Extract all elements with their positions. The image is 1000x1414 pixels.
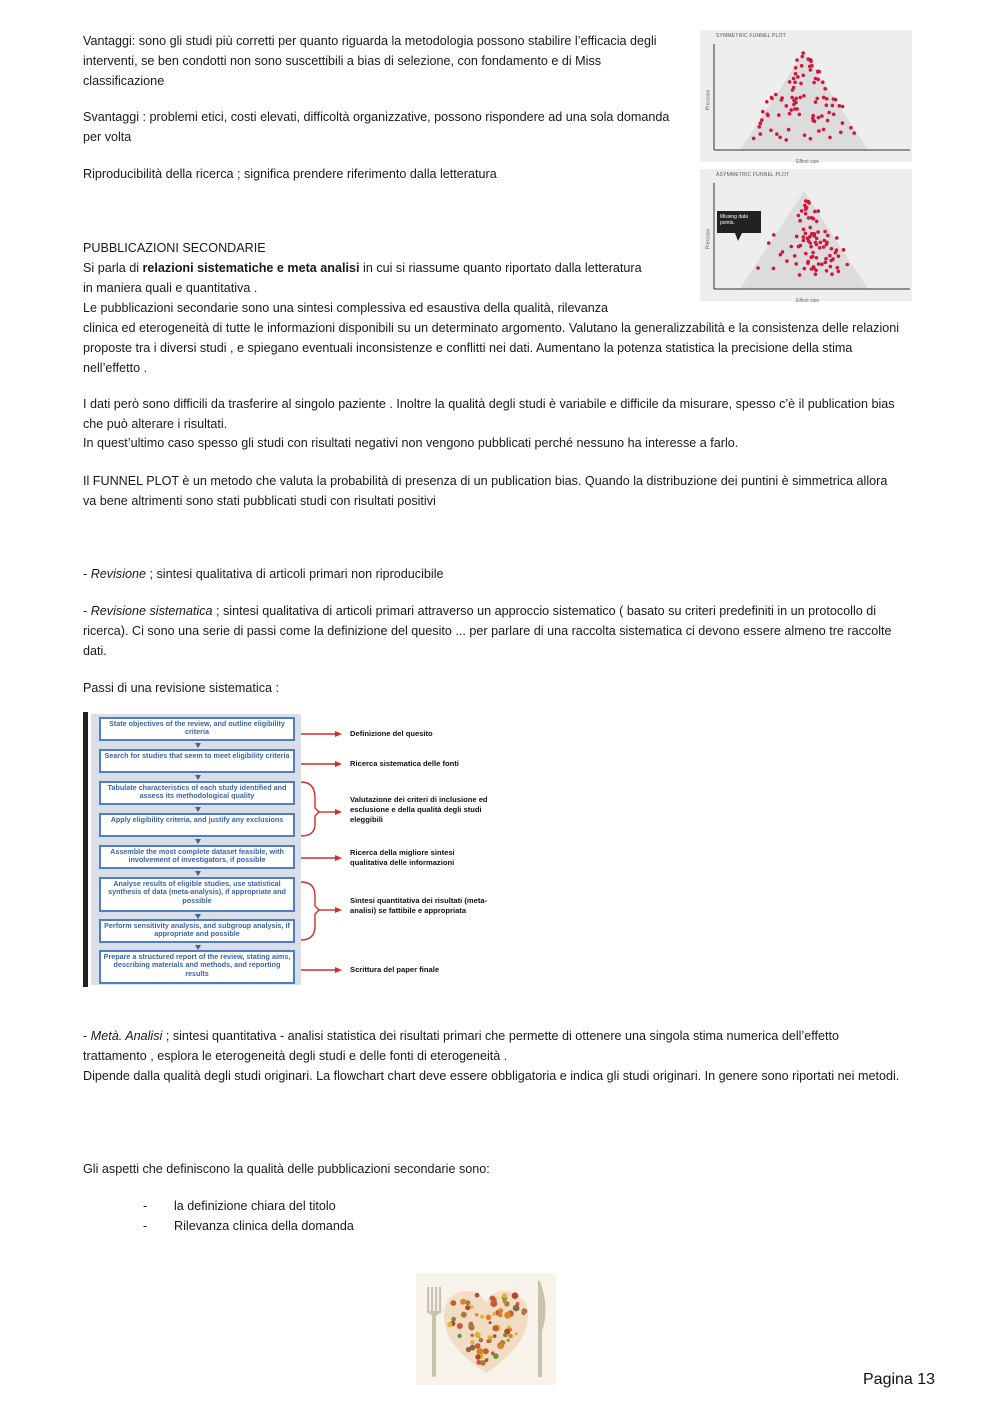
- funnel-dot: [842, 248, 846, 252]
- list-bullet: -: [143, 1199, 148, 1213]
- funnel-dot: [794, 66, 798, 70]
- funnel-dot: [784, 138, 788, 142]
- food-item: [479, 1338, 484, 1343]
- funnel-dot: [817, 209, 821, 213]
- funnel-dot: [815, 256, 819, 260]
- funnel-dot: [814, 272, 818, 276]
- aspetti-heading: Gli aspetti che definiscono la qualità delle pubblicazioni secondarie sono:: [83, 1162, 490, 1176]
- funnel-dot: [793, 81, 797, 85]
- funnel-dot: [792, 77, 796, 81]
- funnel-dot: [809, 245, 813, 249]
- revisione-paragraph: - Revisione ; sintesi qualitativa di articoli primari non riproducibile: [83, 567, 444, 581]
- funnel-dot: [778, 136, 782, 140]
- funnel-dot: [799, 96, 803, 100]
- funnel-dot: [804, 252, 808, 256]
- funnel-title: ASYMMETRIC FUNNEL PLOT: [716, 172, 790, 178]
- food-item: [457, 1334, 461, 1338]
- funnel-dot: [803, 133, 807, 137]
- funnel-dot: [824, 257, 828, 261]
- funnel-dot: [825, 103, 829, 107]
- funnel-dot: [767, 241, 771, 245]
- funnel-dot: [800, 55, 804, 59]
- funnel-dot: [802, 239, 806, 243]
- secondarie-intro: [83, 258, 643, 298]
- food-item: [457, 1323, 463, 1329]
- funnel-dot: [780, 98, 784, 102]
- funnel-dot: [820, 114, 824, 118]
- food-item: [498, 1313, 502, 1317]
- food-heart-logo: [416, 1273, 556, 1385]
- funnel-dot: [823, 87, 827, 91]
- funnel-dot: [841, 121, 845, 125]
- funnel-dot: [837, 254, 841, 258]
- food-item: [469, 1322, 474, 1327]
- funnel-dot: [785, 104, 789, 108]
- funnel-dot: [806, 260, 810, 264]
- food-item: [513, 1305, 520, 1312]
- flow-step-1: State objectives of the review, and outline eligibility criteria: [99, 717, 295, 741]
- food-item: [480, 1315, 484, 1319]
- funnel-dot: [824, 261, 828, 265]
- arrow-head-icon: [335, 907, 342, 913]
- flow-note-3: Valutazione dei criteri di inclusione ed esclusione e della qualità degli studi eleggibili: [350, 795, 488, 824]
- asymmetric-funnel-plot: [700, 169, 912, 304]
- food-item: [497, 1342, 504, 1349]
- arrow-head-icon: [335, 809, 342, 815]
- funnel-dot: [831, 104, 835, 108]
- funnel-dot: [820, 263, 824, 267]
- bracket-2: [301, 882, 319, 940]
- funnel-dot: [819, 241, 823, 245]
- list-bullet: -: [143, 1219, 148, 1233]
- funnel-dot: [800, 64, 804, 68]
- funnel-dot: [769, 129, 773, 133]
- funnel-dot: [804, 199, 808, 203]
- systematic-review-flowchart: [83, 712, 488, 987]
- food-item: [475, 1313, 478, 1316]
- funnel-xlabel: Effect size: [796, 298, 819, 304]
- food-item: [466, 1347, 471, 1352]
- secondarie-heading: PUBBLICAZIONI SECONDARIE: [83, 241, 266, 255]
- flow-step-4: Apply eligibility criteria, and justify any exclusions: [99, 813, 295, 837]
- funnel-dot: [841, 105, 845, 109]
- funnel-dot: [807, 216, 811, 220]
- meta-paragraph-2: Dipende dalla qualità degli studi originari. La flowchart chart deve essere obbligatoria e indica gli studi originari. In genere sono riportati nei metodi.: [83, 1069, 900, 1083]
- food-item: [515, 1332, 518, 1335]
- food-item: [470, 1334, 473, 1337]
- funnel-dot: [830, 247, 834, 251]
- meta-paragraph: - Metà. Analisi ; sintesi quantitativa - analisi statistica dei risultati primari che permette di ottenere una singola stima numerica dell’effetto trattamento , esplora le eterogeneità degli studi e delle fonti di eterogeneità .: [83, 1029, 840, 1063]
- food-item: [498, 1308, 503, 1313]
- funnel-dot: [774, 93, 778, 97]
- funnel-dot: [789, 108, 793, 112]
- funnel-dot: [809, 137, 813, 141]
- food-item: [447, 1322, 452, 1327]
- funnel-ylabel: Precision: [705, 228, 712, 250]
- funnel-dot: [804, 208, 808, 212]
- funnel-dot: [826, 234, 830, 238]
- secondarie-para-a: Le pubblicazioni secondarie sono una sintesi complessiva ed esaustiva della qualità, rilevanza: [83, 301, 609, 315]
- funnel-dot: [788, 112, 792, 116]
- heart-food-icon: [416, 1273, 556, 1385]
- symmetric-funnel-plot: [700, 30, 912, 165]
- food-item: [504, 1312, 511, 1319]
- revisione-sistematica-term: Revisione sistematica: [90, 604, 213, 618]
- funnel-dot: [793, 254, 797, 258]
- list-item-text: la definizione chiara del titolo: [174, 1199, 336, 1213]
- funnel-dot: [799, 82, 803, 86]
- funnel-dot: [813, 210, 817, 214]
- food-item: [483, 1348, 489, 1354]
- dati-paragraph: I dati però sono difficili da trasferire al singolo paziente . Inoltre la qualità degli studi è variabile e difficile da misurare, spesso c’è il publication bias che può alterare i risultati.: [83, 397, 895, 431]
- funnel-dot: [817, 129, 821, 133]
- funnel-dot: [829, 265, 833, 269]
- flow-step-2: Search for studies that seem to meet eligibility criteria: [99, 749, 295, 773]
- funnel-dot: [835, 248, 839, 252]
- funnel-dot: [828, 254, 832, 258]
- food-item: [461, 1312, 467, 1318]
- funnel-dot: [802, 228, 806, 232]
- bracket-1: [301, 782, 319, 836]
- secondarie-para-b: clinica ed eterogeneità di tutte le informazioni disponibili su un determinato argomento. Valutano la generalizzabilità e la consistenza delle relazioni proposte tra i diversi studi , e spiegano eventuali inconsistenze e conflitti nei dati. Aumentano la potenza statistica la precisione della stima nell’effetto .: [83, 321, 900, 375]
- funnel-dot: [812, 81, 816, 85]
- funnel-dot: [800, 209, 804, 213]
- food-item: [485, 1359, 488, 1362]
- funnel-dot: [792, 86, 796, 90]
- funnel-dot: [811, 117, 815, 121]
- food-item: [475, 1332, 481, 1338]
- funnel-dot: [837, 270, 841, 274]
- callout-pointer: [735, 233, 742, 241]
- funnel-dot: [760, 118, 764, 122]
- food-item: [475, 1293, 480, 1298]
- funnel-dot: [822, 245, 826, 249]
- funnel-dot: [781, 250, 785, 254]
- funnel-dot: [759, 122, 763, 126]
- food-item: [508, 1334, 512, 1338]
- funnel-dot: [830, 272, 834, 276]
- funnel-dot: [794, 262, 798, 266]
- funnel-dot: [803, 267, 807, 271]
- food-item: [460, 1299, 466, 1305]
- flow-note-4: Ricerca della migliore sintesi qualitativa delle informazioni: [350, 848, 455, 867]
- food-item: [492, 1312, 496, 1316]
- funnel-dot: [807, 57, 811, 61]
- list-item-text: Rilevanza clinica della domanda: [174, 1219, 354, 1233]
- funnel-dot: [832, 113, 836, 117]
- flow-step-3: Tabulate characteristics of each study identified and assess its methodological quality: [99, 781, 295, 805]
- funnel-dot: [814, 241, 818, 245]
- funnel-dot: [834, 98, 838, 102]
- revisione-sistematica-paragraph: - Revisione sistematica ; sintesi qualitativa di articoli primari attraverso un approccio sistematico ( basato su criteri predefiniti in un protocollo di ricerca). Ci sono una serie di passi come la definizione del quesito ... per parlare di una raccolta sistematica ci devono essere almeno tre raccolte dati.: [83, 604, 892, 658]
- funnel-dot: [796, 75, 800, 79]
- arrow-head-icon: [335, 731, 342, 737]
- funnel-dot: [826, 119, 830, 123]
- food-item: [490, 1300, 497, 1307]
- funnel-dot: [787, 128, 791, 132]
- food-item: [502, 1293, 507, 1298]
- funnel-dot: [772, 233, 776, 237]
- intro-text-bold: relazioni sistematiche e meta analisi: [142, 261, 360, 275]
- funnel-dot: [817, 262, 821, 266]
- funnel-dot: [814, 77, 818, 81]
- passi-heading: Passi di una revisione sistematica :: [83, 681, 279, 695]
- funnel-dot: [825, 97, 829, 101]
- funnel-dot: [839, 131, 843, 135]
- funnel-dot: [836, 266, 840, 270]
- funnel-dot: [797, 245, 801, 249]
- funnel-dot: [770, 96, 774, 100]
- funnel-dot: [810, 216, 814, 220]
- food-item: [491, 1351, 495, 1355]
- funnel-dot: [798, 273, 802, 277]
- funnel-dot: [809, 68, 813, 72]
- funnel-dot: [825, 243, 829, 247]
- food-item: [507, 1339, 510, 1342]
- funnel-dot: [801, 74, 805, 78]
- food-item: [465, 1305, 470, 1310]
- funnel-chart-svg: [700, 169, 912, 301]
- funnel-dot: [804, 212, 808, 216]
- funnel-dot: [849, 126, 853, 130]
- food-item: [489, 1321, 492, 1324]
- funnel-dot: [756, 266, 760, 270]
- funnel-dot: [795, 58, 799, 62]
- food-item: [489, 1340, 492, 1343]
- funnel-dot: [852, 131, 856, 135]
- funnel-dot: [798, 113, 802, 117]
- funnel-dot: [806, 237, 810, 241]
- funnel-dot: [801, 51, 805, 55]
- funnel-dot: [823, 239, 827, 243]
- riproducibilita-paragraph: Riproducibilità della ricerca ; significa prendere riferimento dalla letteratura: [83, 167, 497, 181]
- revisione-sistematica-text: ; sintesi qualitativa di articoli primari attraverso un approccio sistematico ( basato su criteri predefiniti in un protocollo di ricerca). Ci sono una serie di passi come la definizione del quesito ... per parlare di una raccolta sistematica ci devono essere almeno tre raccolte dati.: [83, 604, 892, 658]
- funnel-dot: [829, 259, 833, 263]
- funnel-dot: [835, 236, 839, 240]
- flow-note-5: Sintesi quantitativa dei risultati (meta-analisi) se fattibile e appropriata: [350, 896, 488, 915]
- funnel-ylabel: Precision: [705, 89, 712, 111]
- funnel-dot: [822, 128, 826, 132]
- funnel-dot: [761, 110, 765, 114]
- funnel-dot: [818, 246, 822, 250]
- funnel-dot: [766, 114, 770, 118]
- flow-step-5: Assemble the most complete dataset feasible, with involvement of investigators, if possible: [99, 845, 295, 869]
- funnel-dot: [794, 72, 798, 76]
- food-item: [475, 1343, 481, 1349]
- food-item: [503, 1299, 507, 1303]
- funnel-dot: [814, 269, 818, 273]
- flow-note-2: Ricerca sistematica delle fonti: [350, 759, 459, 768]
- funnel-dot: [814, 100, 818, 104]
- food-item: [450, 1300, 456, 1306]
- funnel-dot: [798, 219, 802, 223]
- funnel-dot: [816, 70, 820, 74]
- funnel-dot: [788, 80, 792, 84]
- food-item: [490, 1296, 495, 1301]
- arrow-head-icon: [335, 761, 342, 767]
- funnel-dot: [790, 245, 794, 249]
- funnel-dot: [845, 263, 849, 267]
- missing-data-label: Missing data points.: [720, 214, 749, 226]
- food-item: [516, 1302, 520, 1306]
- funnel-dot: [775, 132, 779, 136]
- negativi-paragraph: In quest’ultimo caso spesso gli studi con risultati negativi non vengono pubblicati perché nessuno ha interesse a farlo.: [83, 436, 739, 450]
- funnel-dot: [815, 220, 819, 224]
- funnel-dot: [795, 107, 799, 111]
- funnel-dot: [807, 201, 811, 205]
- funnel-dot: [838, 104, 842, 108]
- funnel-dot: [810, 256, 814, 260]
- funnel-dot: [817, 116, 821, 120]
- funnel-chart-svg: [700, 30, 912, 162]
- meta-term: Metà. Analisi: [90, 1029, 163, 1043]
- funnel-dot: [825, 269, 829, 273]
- funnel-dot: [808, 226, 812, 230]
- funnel-dot: [752, 137, 756, 141]
- svantaggi-paragraph: Svantaggi : problemi etici, costi elevati, difficoltà organizzative, possono rispondere ad una sola domanda per volta: [83, 110, 670, 144]
- food-item: [476, 1348, 483, 1355]
- funnel-dot: [810, 64, 814, 68]
- flow-note-1: Definizione del quesito: [350, 729, 433, 738]
- food-item: [492, 1325, 498, 1331]
- funnel-dot: [828, 136, 832, 140]
- meta-text: ; sintesi quantitativa - analisi statistica dei risultati primari che permette di ottenere una singola stima numerica dell’effetto trattamento , esplora le eterogeneità degli studi e delle fonti di eterogeneità .: [83, 1029, 840, 1063]
- flow-step-6: Analyse results of eligible studies, use statistical synthesis of data (meta-analysis), if appropriate and possible: [99, 877, 295, 912]
- food-item: [451, 1317, 456, 1322]
- funnel-dot: [811, 251, 815, 255]
- intro-text-pre: Si parla di: [83, 261, 143, 275]
- funnel-dot: [821, 80, 825, 84]
- funnel-dot: [804, 232, 808, 236]
- funnel-dot: [823, 230, 827, 234]
- arrow-head-icon: [335, 967, 342, 973]
- funnel-dot: [772, 267, 776, 271]
- flow-step-8: Prepare a structured report of the review, stating aims, describing materials and methods, and reporting results: [99, 950, 295, 984]
- funnel-dot: [759, 132, 763, 136]
- funnel-dot: [802, 235, 806, 239]
- flow-note-6: Scrittura del paper finale: [350, 965, 440, 974]
- food-item: [486, 1315, 492, 1321]
- funnel-paragraph: Il FUNNEL PLOT è un metodo che valuta la probabilità di presenza di un publication bias. Quando la distribuzione dei puntini è simmetrica allora va bene altrimenti sono stati pubblicati studi con risultati positivi: [83, 474, 888, 508]
- flow-step-7: Perform sensitivity analysis, and subgroup analysis, if appropriate and possible: [99, 919, 295, 943]
- revisione-text: ; sintesi qualitativa di articoli primari non riproducibile: [146, 567, 444, 581]
- revisione-term: Revisione: [90, 567, 147, 581]
- funnel-dot: [802, 94, 806, 98]
- funnel-dot: [809, 241, 813, 245]
- funnel-dot: [815, 97, 819, 101]
- funnel-dot: [785, 259, 789, 263]
- funnel-dot: [795, 235, 799, 239]
- funnel-dot: [765, 100, 769, 104]
- arrow-head-icon: [335, 855, 342, 861]
- page-number: Pagina 13: [863, 1371, 936, 1388]
- food-item: [475, 1354, 480, 1359]
- funnel-dot: [810, 232, 814, 236]
- food-item: [493, 1334, 497, 1338]
- intro-text-post: in cui si riassume quanto riportato dalla letteratura in maniera quali e quantitativa .: [83, 261, 642, 295]
- food-item: [503, 1333, 507, 1337]
- food-item: [522, 1308, 528, 1314]
- funnel-xlabel: Effect size: [796, 159, 819, 165]
- funnel-dot: [815, 237, 819, 241]
- funnel-dot: [758, 125, 762, 129]
- food-item: [470, 1340, 475, 1345]
- funnel-dot: [827, 111, 831, 115]
- food-item: [512, 1292, 519, 1299]
- funnel-dot: [777, 113, 781, 117]
- funnel-title: SYMMETRIC FUNNEL PLOT: [716, 33, 786, 39]
- funnel-dot: [794, 101, 798, 105]
- funnel-dot: [797, 214, 801, 218]
- funnel-dot: [816, 230, 820, 234]
- vantaggi-paragraph: Vantaggi: sono gli studi più corretti per quanto riguarda la metodologia possono stabilire l’efficacia degli interventi, se ben condotti non sono suscettibili a bias di selezione, con fondamento e di Miss classificazione: [83, 34, 657, 88]
- funnel-dot: [790, 96, 794, 100]
